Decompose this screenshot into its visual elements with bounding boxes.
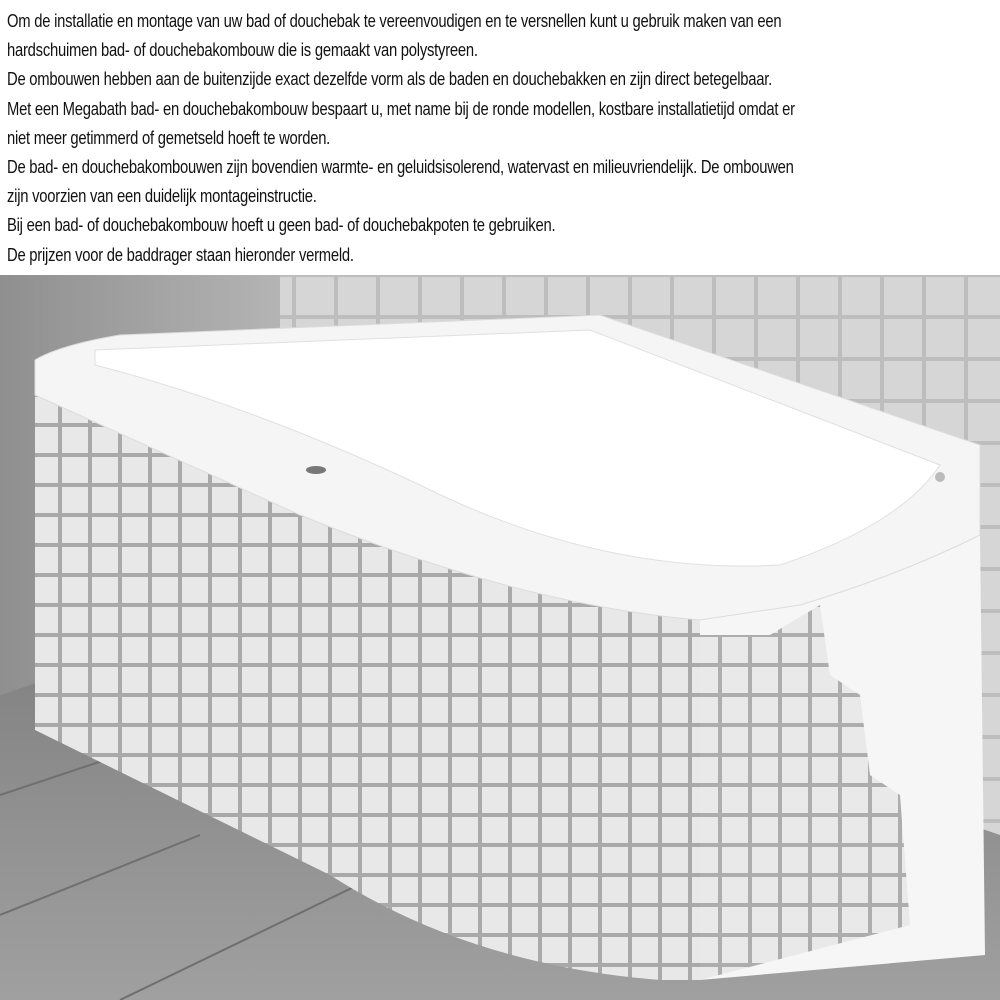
product-description (7, 6, 1000, 269)
description-line: Om de installatie en montage van uw bad of douchebak te vereenvoudigen en te versnellen kunt u gebruik maken van een (7, 10, 782, 31)
description-line: De bad- en douchebakombouwen zijn bovendien warmte- en geluidsisolerend, watervast en milieuvriendelijk. De ombouwen (7, 155, 794, 177)
bathtub-photo (0, 275, 1000, 1000)
description-line: De ombouwen hebben aan de buitenzijde exact dezelfde vorm als de baden en douchebakken en zijn direct betegelbaar. (7, 68, 772, 90)
description-line: De prijzen voor de baddrager staan hieronder vermeld. (7, 243, 354, 265)
description-line: Met een Megabath bad- en douchebakombouw bespaart u, met name bij de ronde modellen, kostbare installatietijd omdat er (7, 97, 795, 119)
description-line: zijn voorzien van een duidelijk montageinstructie. (7, 185, 317, 207)
overflow (935, 472, 945, 482)
description-line: hardschuimen bad- of douchebakombouw die is gemaakt van polystyreen. (7, 39, 478, 61)
description-line: Bij een bad- of douchebakombouw hoeft u geen bad- of douchebakpoten te gebruiken. (7, 214, 556, 236)
description-line: niet meer getimmerd of gemetseld hoeft te worden. (7, 126, 331, 148)
drain (306, 466, 326, 474)
